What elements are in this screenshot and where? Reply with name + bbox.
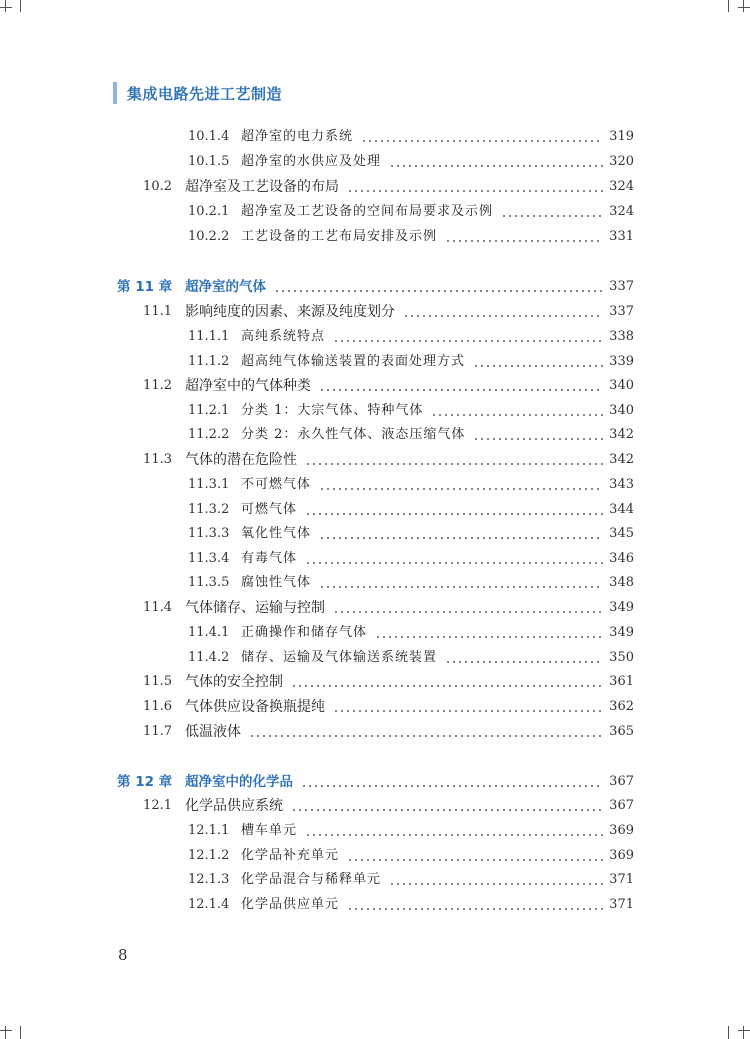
dot-leader	[431, 401, 603, 421]
toc-number: 第 12 章	[117, 774, 173, 790]
dot-leader	[347, 177, 603, 197]
dot-leader	[473, 352, 603, 372]
toc-page-number: 367	[609, 798, 634, 813]
toc-title: 化学品混合与稀释单元	[241, 872, 382, 887]
toc-number: 12.1.4	[188, 897, 230, 912]
toc-subsection-entry[interactable]	[0, 127, 750, 147]
toc-title: 工艺设备的工艺布局安排及示例	[241, 229, 438, 244]
crop-mark	[0, 1030, 12, 1031]
toc-number: 11.5	[143, 674, 172, 689]
dot-leader	[445, 648, 603, 668]
toc-number: 12.1.2	[188, 848, 230, 863]
toc-page-number: 371	[609, 897, 634, 912]
toc-subsection-entry[interactable]	[0, 870, 750, 890]
toc-title: 超净室中的化学品	[185, 774, 293, 790]
toc-number: 11.1	[143, 304, 172, 319]
dot-leader	[291, 796, 603, 816]
crop-mark	[738, 1030, 750, 1031]
toc-title: 低温液体	[185, 724, 241, 740]
toc-section-entry[interactable]	[0, 450, 750, 470]
crop-mark	[738, 7, 750, 8]
toc-page-number: 349	[609, 600, 634, 615]
toc-title: 不可燃气体	[241, 477, 312, 492]
toc-number: 11.4	[143, 600, 172, 615]
toc-number: 11.6	[143, 699, 172, 714]
toc-subsection-entry[interactable]	[0, 623, 750, 643]
toc-number: 11.2.1	[188, 403, 230, 418]
toc-subsection-entry[interactable]	[0, 202, 750, 222]
toc-section-entry[interactable]	[0, 177, 750, 197]
toc-title: 分类 1：大宗气体、特种气体	[241, 403, 424, 418]
toc-chapter-entry[interactable]	[0, 772, 750, 792]
toc-page-number: 344	[609, 502, 634, 517]
toc-number: 12.1	[143, 798, 172, 813]
toc-page-number: 319	[609, 129, 634, 144]
toc-page-number: 324	[609, 179, 634, 194]
crop-mark	[20, 1026, 21, 1039]
dot-leader	[347, 895, 603, 915]
toc-title: 气体储存、运输与控制	[185, 600, 325, 616]
toc-page-number: 346	[609, 551, 634, 566]
toc-subsection-entry[interactable]	[0, 327, 750, 347]
dot-leader	[301, 772, 603, 792]
toc-title: 化学品供应系统	[185, 798, 283, 814]
toc-page-number: 337	[609, 304, 634, 319]
toc-page-number: 339	[609, 354, 634, 369]
toc-section-entry[interactable]	[0, 302, 750, 322]
toc-section-entry[interactable]	[0, 722, 750, 742]
crop-mark	[0, 7, 12, 8]
toc-title: 正确操作和储存气体	[241, 625, 368, 640]
toc-number: 11.4.2	[188, 650, 230, 665]
toc-number: 10.2	[143, 179, 172, 194]
toc-page-number: 338	[609, 329, 634, 344]
dot-leader	[473, 425, 603, 445]
dot-leader	[274, 277, 603, 297]
dot-leader	[375, 623, 603, 643]
toc-page-number: 342	[609, 427, 634, 442]
toc-number: 10.1.5	[188, 154, 230, 169]
toc-page-number: 342	[609, 452, 634, 467]
toc-title: 气体供应设备换瓶提纯	[185, 699, 325, 715]
toc-number: 10.1.4	[188, 129, 230, 144]
toc-chapter-entry[interactable]	[0, 277, 750, 297]
dot-leader	[305, 450, 603, 470]
crop-mark	[743, 1026, 744, 1039]
toc-section-entry[interactable]	[0, 796, 750, 816]
dot-leader	[501, 202, 603, 222]
crop-mark	[728, 0, 729, 12]
toc-title: 槽车单元	[241, 823, 298, 838]
toc-number: 第 11 章	[117, 279, 173, 295]
toc-subsection-entry[interactable]	[0, 524, 750, 544]
page-number: 8	[118, 946, 128, 964]
toc-subsection-entry[interactable]	[0, 425, 750, 445]
toc-page-number: 371	[609, 872, 634, 887]
toc-page-number: 349	[609, 625, 634, 640]
toc-section-entry[interactable]	[0, 672, 750, 692]
dot-leader	[333, 697, 603, 717]
toc-number: 10.2.1	[188, 204, 230, 219]
toc-title: 氧化性气体	[241, 526, 312, 541]
dot-leader	[389, 870, 603, 890]
toc-page-number: 362	[609, 699, 634, 714]
toc-title: 高纯系统特点	[241, 329, 326, 344]
toc-number: 11.3.3	[188, 526, 230, 541]
toc-page-number: 361	[609, 674, 634, 689]
toc-number: 11.1.2	[188, 354, 230, 369]
toc-number: 12.1.3	[188, 872, 230, 887]
toc-subsection-entry[interactable]	[0, 846, 750, 866]
toc-title: 可燃气体	[241, 502, 298, 517]
toc-page-number: 343	[609, 477, 634, 492]
toc-page-number: 337	[609, 279, 634, 294]
toc-number: 11.2	[143, 378, 172, 393]
toc-page-number: 350	[609, 650, 634, 665]
toc-title: 储存、运输及气体输送系统装置	[241, 650, 438, 665]
dot-leader	[291, 672, 603, 692]
toc-number: 11.1.1	[188, 329, 230, 344]
dot-leader	[333, 598, 603, 618]
toc-title: 超净室的气体	[185, 279, 266, 295]
toc-title: 有毒气体	[241, 551, 298, 566]
dot-leader	[319, 376, 603, 396]
dot-leader	[319, 524, 603, 544]
crop-mark	[728, 1026, 729, 1039]
toc-page-number: 367	[609, 774, 634, 789]
toc-title: 超净室及工艺设备的布局	[185, 179, 339, 195]
toc-title: 气体的潜在危险性	[185, 452, 297, 468]
toc-number: 11.3.4	[188, 551, 230, 566]
crop-mark	[20, 0, 21, 12]
toc-number: 11.3.2	[188, 502, 230, 517]
running-header	[113, 80, 282, 106]
toc-page-number: 369	[609, 823, 634, 838]
toc-page-number: 345	[609, 526, 634, 541]
dot-leader	[305, 500, 603, 520]
dot-leader	[249, 722, 603, 742]
toc-section-entry[interactable]	[0, 376, 750, 396]
toc-title: 分类 2：永久性气体、液态压缩气体	[241, 427, 466, 442]
toc-page-number: 331	[609, 229, 634, 244]
crop-mark	[743, 0, 744, 12]
toc-subsection-entry[interactable]	[0, 549, 750, 569]
toc-subsection-entry[interactable]	[0, 152, 750, 172]
crop-mark	[5, 0, 6, 12]
toc-title: 化学品供应单元	[241, 897, 340, 912]
toc-page-number: 369	[609, 848, 634, 863]
toc-subsection-entry[interactable]	[0, 648, 750, 668]
toc-title: 气体的安全控制	[185, 674, 283, 690]
header-accent-bar	[113, 82, 117, 104]
toc-page-number: 348	[609, 575, 634, 590]
toc-subsection-entry[interactable]	[0, 895, 750, 915]
toc-section-entry[interactable]	[0, 598, 750, 618]
toc-subsection-entry[interactable]	[0, 227, 750, 247]
dot-leader	[361, 127, 603, 147]
toc-page-number: 340	[609, 378, 634, 393]
book-title: 集成电路先进工艺制造	[127, 84, 283, 103]
toc-title: 超净室及工艺设备的空间布局要求及示例	[241, 204, 494, 219]
toc-subsection-entry[interactable]	[0, 500, 750, 520]
toc-number: 11.3	[143, 452, 172, 467]
toc-page-number: 365	[609, 724, 634, 739]
toc-subsection-entry[interactable]	[0, 475, 750, 495]
dot-leader	[333, 327, 603, 347]
toc-title: 化学品补充单元	[241, 848, 340, 863]
dot-leader	[319, 573, 603, 593]
toc-number: 11.3.1	[188, 477, 230, 492]
toc-page-number: 320	[609, 154, 634, 169]
toc-subsection-entry[interactable]	[0, 821, 750, 841]
toc-number: 10.2.2	[188, 229, 230, 244]
toc-number: 11.3.5	[188, 575, 230, 590]
toc-page-number: 324	[609, 204, 634, 219]
toc-title: 超净室的电力系统	[241, 129, 354, 144]
crop-mark	[5, 1026, 6, 1039]
toc-number: 11.7	[143, 724, 172, 739]
dot-leader	[305, 821, 603, 841]
dot-leader	[403, 302, 603, 322]
toc-number: 11.2.2	[188, 427, 230, 442]
toc-number: 11.4.1	[188, 625, 230, 640]
toc-title: 超高纯气体输送装置的表面处理方式	[241, 354, 466, 369]
toc-subsection-entry[interactable]	[0, 573, 750, 593]
toc-subsection-entry[interactable]	[0, 401, 750, 421]
toc-title: 超净室的水供应及处理	[241, 154, 382, 169]
toc-subsection-entry[interactable]	[0, 352, 750, 372]
dot-leader	[445, 227, 603, 247]
toc-title: 腐蚀性气体	[241, 575, 312, 590]
dot-leader	[347, 846, 603, 866]
dot-leader	[319, 475, 603, 495]
toc-title: 超净室中的气体种类	[185, 378, 311, 394]
toc-title: 影响纯度的因素、来源及纯度划分	[185, 304, 395, 320]
dot-leader	[389, 152, 603, 172]
toc-page-number: 340	[609, 403, 634, 418]
dot-leader	[305, 549, 603, 569]
toc-section-entry[interactable]	[0, 697, 750, 717]
toc-number: 12.1.1	[188, 823, 230, 838]
